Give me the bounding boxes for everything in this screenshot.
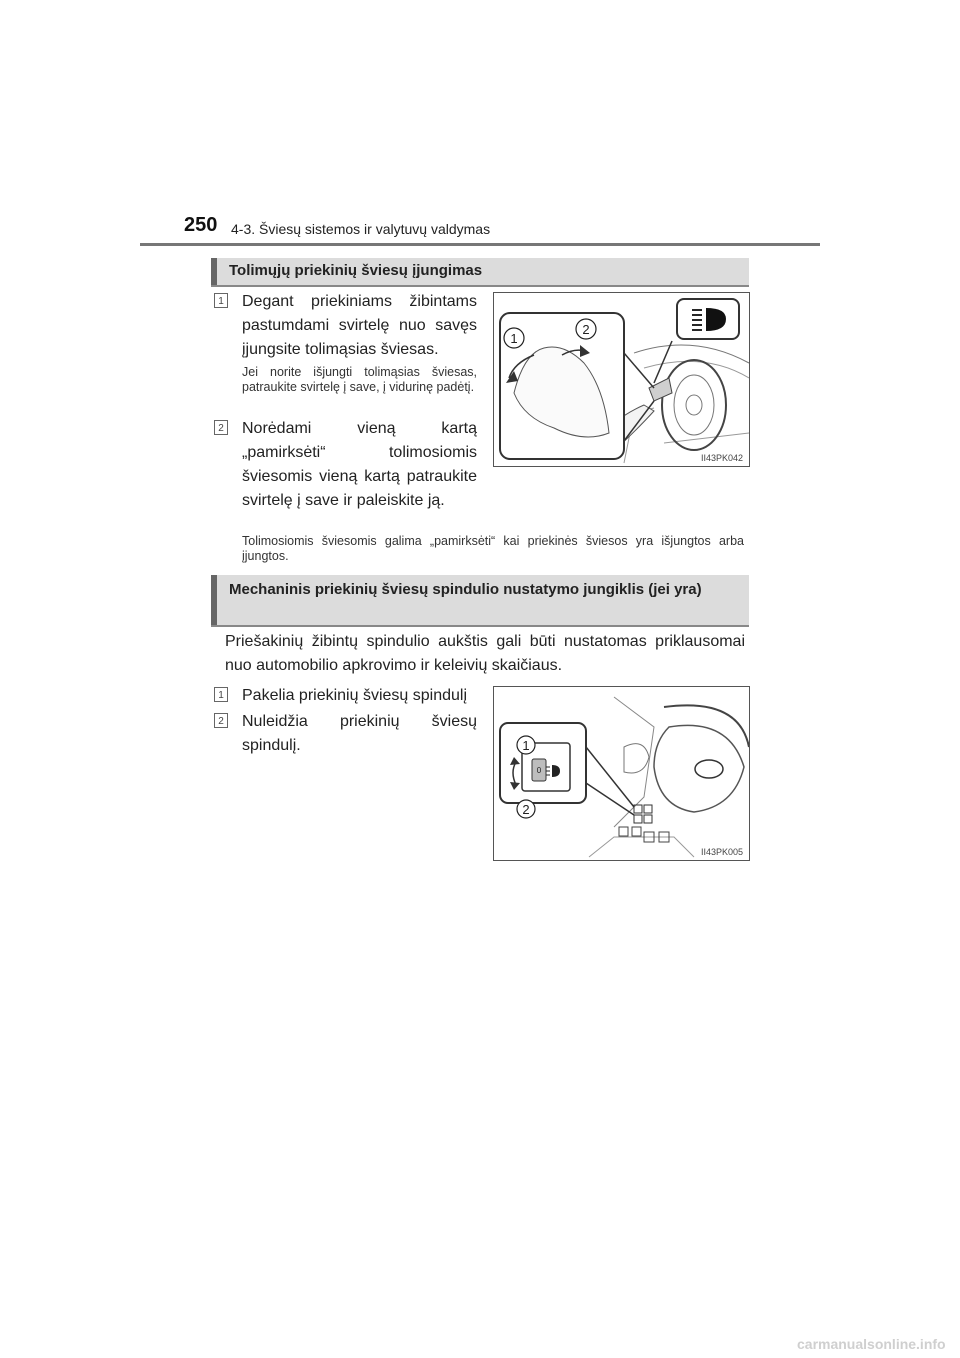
header-rule [140,243,820,246]
section-title-leveling-switch [211,575,749,625]
chapter-title: 4-3. Šviesų sistemos ir valytuvų valdymas [231,221,491,237]
item-number-1: 1 [214,687,228,702]
lever-illustration [494,293,749,466]
figure-leveling-switch [493,686,750,861]
figure-code: II43PK042 [700,453,743,463]
item-number-2: 2 [214,713,228,728]
section-title-text: Tolimųjų priekinių šviesų įjungimas [229,262,483,279]
page-number: 250 [184,214,218,236]
callout-2: 2 [522,802,530,817]
section2-intro: Priešakinių žibintų spindulio aukštis gali būti nustatomas priklausomai nuo automobilio apkrovimo ir keleivių skaičiaus. [225,633,745,674]
item-number-2: 2 [214,420,228,435]
item-text-raise: Pakelia priekinių šviesų spindulį [242,687,468,704]
item-text-lower: Nuleidžia priekinių šviesų spindulį. [242,713,477,754]
callout-2: 2 [582,322,590,337]
leveling-illustration [494,687,749,860]
item-text-1: Degant priekiniams žibintams pastumdami svirtelę nuo savęs įjungsite tolimąsias šviesas. [242,293,477,358]
callout-1: 1 [522,738,530,753]
section-title-high-beam [211,258,749,285]
watermark: carmanualsonline.info [797,1336,946,1352]
figure-headlight-lever [493,292,750,467]
item-text-2: Norėdami vieną kartą „pamirksėti“ tolimosiomis šviesomis vieną kartą patraukite svirtelę į save ir paleiskite ją. [242,420,477,509]
svg-text:0: 0 [536,766,542,775]
figure-code: II43PK005 [700,847,743,857]
callout-1: 1 [510,331,518,346]
headlight-leveling-icon [546,765,560,777]
note-text-1: Jei norite išjungti tolimąsias šviesas, patraukite svirtelę į save, į vidurinę padėtį. [242,365,477,394]
item-number-1: 1 [214,293,228,308]
section-title-text: Mechaninis priekinių šviesų spindulio nustatymo jungiklis (jei yra) [229,581,702,598]
note-text-2: Tolimosiomis šviesomis galima „pamirksėti“ kai priekinės šviesos yra išjungtos arba įjungtos. [242,534,744,563]
